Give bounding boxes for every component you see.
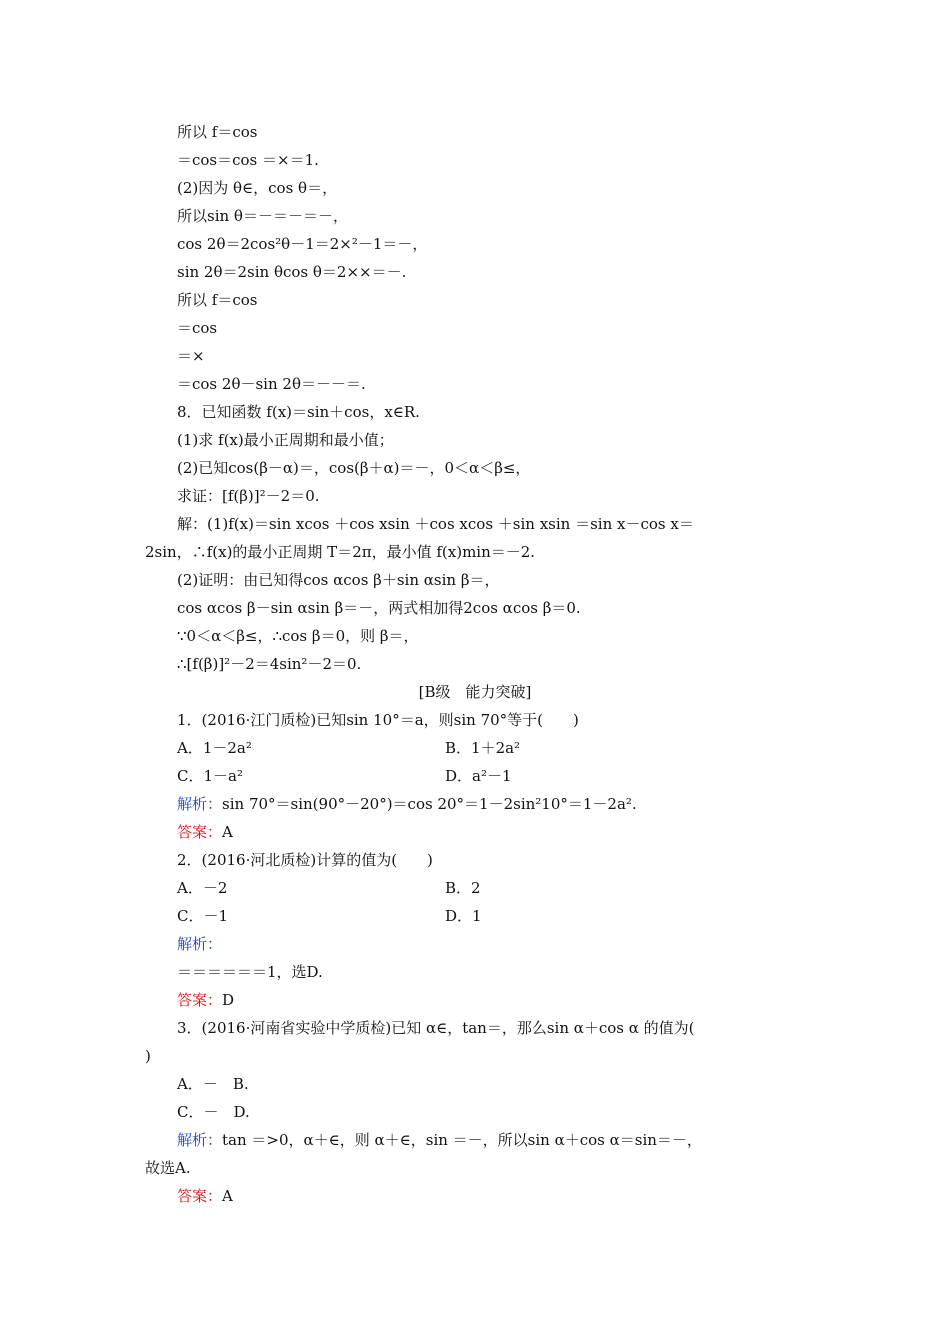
text-line: (2)因为 θ∈，cos θ＝，	[177, 179, 338, 197]
answer-label: 答案：	[177, 823, 223, 841]
answer-value: A	[222, 823, 233, 841]
text-line: (2)已知cos(β－α)＝，cos(β＋α)＝－，0＜α＜β≤，	[177, 459, 531, 477]
analysis-label: 解析：	[177, 1131, 223, 1149]
text-line: 所以 f＝cos	[177, 123, 258, 141]
options-cd: C．－ D.	[177, 1103, 250, 1121]
option-d: D．a²－1	[445, 767, 512, 785]
text-line: (2)证明：由已知得cos αcos β＋sin αsin β＝，	[177, 571, 500, 589]
problem-8-stem: 8．已知函数 f(x)＝sin＋cos，x∈R.	[177, 403, 420, 421]
question-3-stem-cont: )	[145, 1047, 151, 1065]
answer-label: 答案：	[177, 1187, 223, 1205]
section-title: [B级 能力突破]	[418, 683, 532, 701]
text-line: cos αcos β－sin αsin β＝－，两式相加得2cos αcos β＝0.	[177, 599, 581, 617]
text-line: ∵0＜α＜β≤，∴cos β＝0，则 β＝，	[177, 627, 419, 645]
text-line: 求证：[f(β)]²－2＝0.	[177, 487, 320, 505]
analysis-text: ＝＝＝＝＝＝1，选D.	[177, 963, 323, 981]
text-line: 所以sin θ＝－＝－＝－，	[177, 207, 348, 225]
analysis-text: tan ＝>0，α＋∈，则 α＋∈，sin ＝－，所以sin α＋cos α＝sin＝－，	[222, 1131, 702, 1149]
analysis-label: 解析：	[177, 795, 223, 813]
option-a: A．－2	[177, 879, 228, 897]
text-line: ∴[f(β)]²－2＝4sin²－2＝0.	[177, 655, 362, 673]
answer-line	[177, 822, 233, 842]
analysis-text-cont: 故选A.	[145, 1159, 191, 1177]
analysis-text: sin 70°＝sin(90°－20°)＝cos 20°＝1－2sin²10°＝1－2a².	[222, 795, 637, 813]
option-d: D．1	[445, 907, 482, 925]
option-a: A．1－2a²	[177, 739, 252, 757]
text-line: cos 2θ＝2cos²θ－1＝2×²－1＝－，	[177, 235, 428, 253]
text-line: (1)求 f(x)最小正周期和最小值；	[177, 431, 394, 449]
text-line: ＝cos＝cos ＝×＝1.	[177, 151, 319, 169]
answer-line	[177, 1186, 233, 1206]
answer-line	[177, 990, 234, 1010]
question-1-stem: 1．(2016·江门质检)已知sin 10°＝a，则sin 70°等于( )	[177, 711, 579, 729]
answer-label: 答案：	[177, 991, 223, 1009]
question-2-stem: 2．(2016·河北质检)计算的值为( )	[177, 851, 433, 869]
text-line: sin 2θ＝2sin θcos θ＝2××＝－.	[177, 263, 407, 281]
analysis-line	[177, 1130, 702, 1150]
text-line: ＝×	[177, 347, 205, 365]
option-b: B．2	[445, 879, 481, 897]
answer-value: A	[222, 1187, 233, 1205]
question-3-stem: 3．(2016·河南省实验中学质检)已知 α∈，tan＝，那么sin α＋cos α 的值为(	[177, 1019, 695, 1037]
text-line: 解：(1)f(x)＝sin xcos ＋cos xsin ＋cos xcos ＋sin xsin ＝sin x－cos x＝	[177, 515, 694, 533]
option-c: C．－1	[177, 907, 229, 925]
answer-value: D	[222, 991, 235, 1009]
analysis-line	[177, 794, 637, 814]
text-line: ＝cos	[177, 319, 218, 337]
options-ab: A．－ B.	[177, 1075, 249, 1093]
option-c: C．1－a²	[177, 767, 243, 785]
text-line: 所以 f＝cos	[177, 291, 258, 309]
option-b: B．1＋2a²	[445, 739, 521, 757]
analysis-label: 解析：	[177, 935, 223, 953]
text-line: 2sin，∴f(x)的最小正周期 T＝2π，最小值 f(x)min＝－2.	[145, 543, 536, 561]
text-line: ＝cos 2θ－sin 2θ＝－－＝.	[177, 375, 366, 393]
